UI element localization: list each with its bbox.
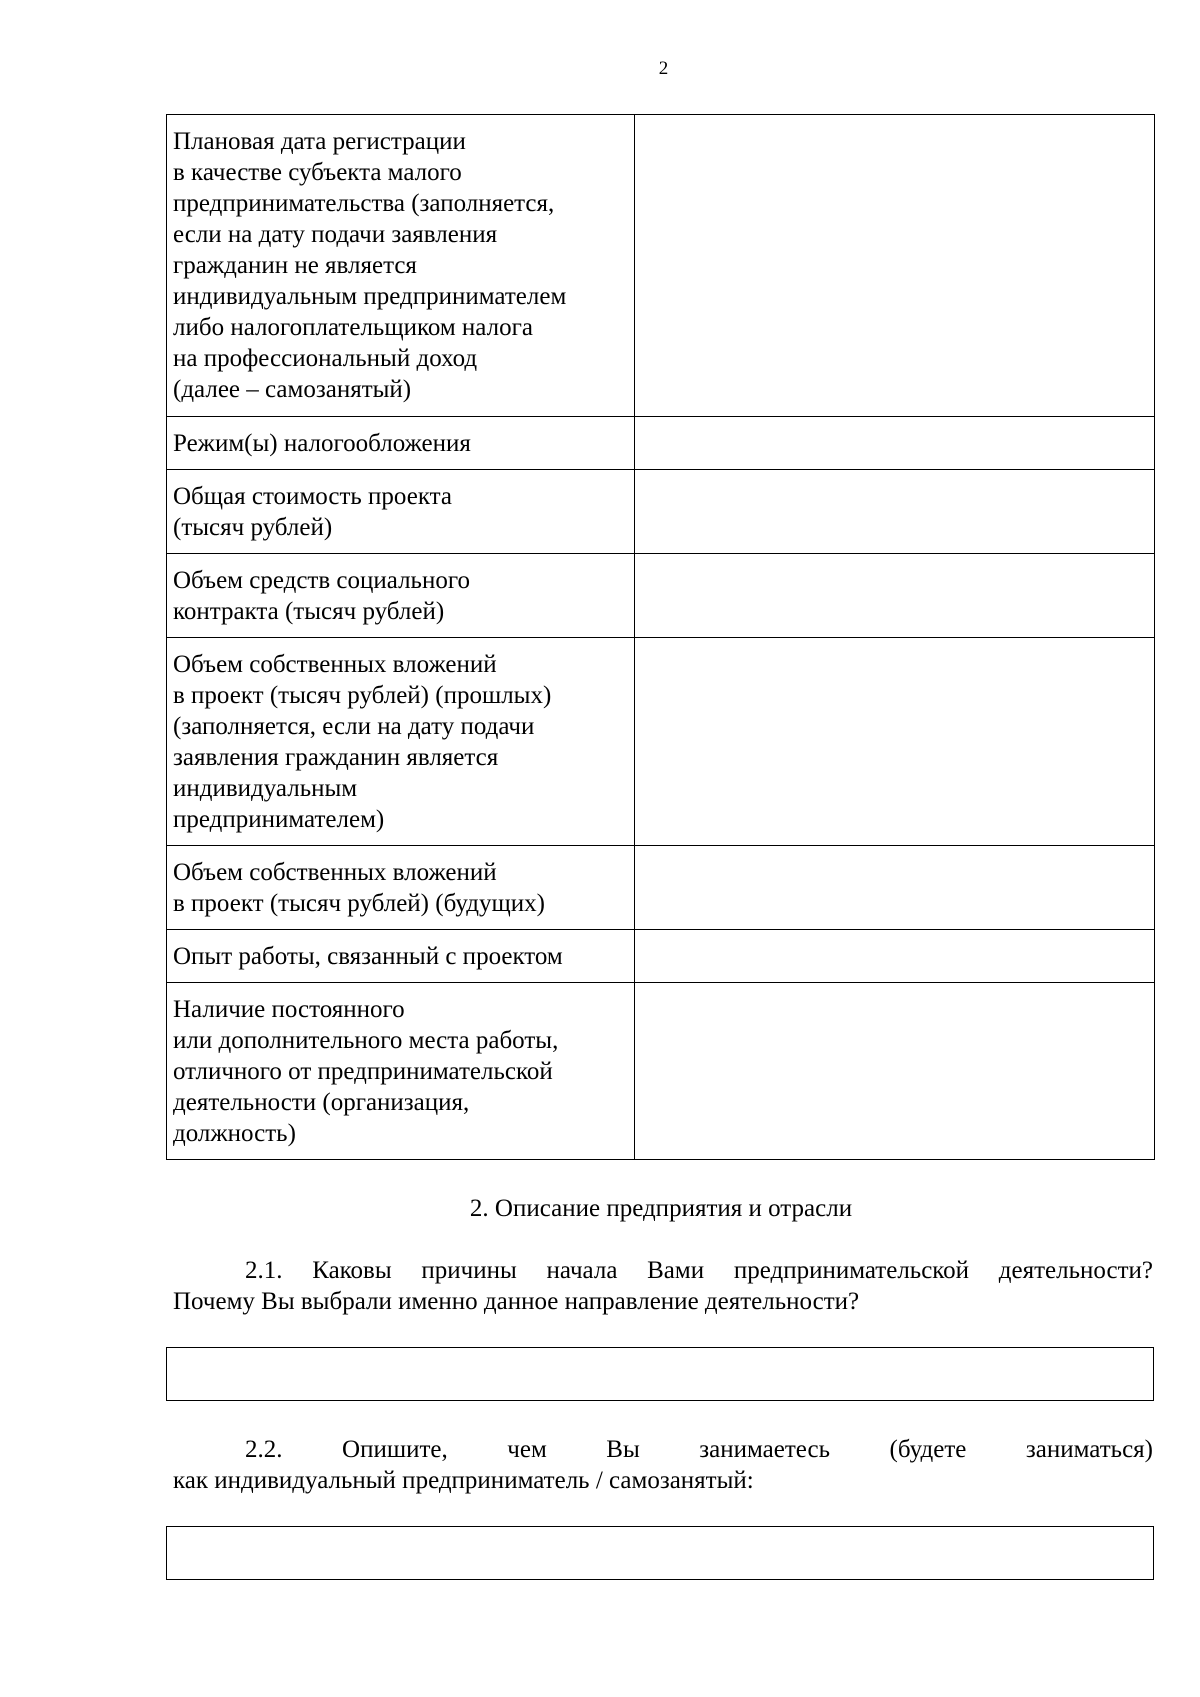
section-title: 2. Описание предприятия и отрасли <box>469 1195 853 1222</box>
own-investment-past-field[interactable] <box>635 638 1155 846</box>
row-label-social-contract: Объем средств социального контракта (тысяч рублей) <box>167 554 635 638</box>
own-investment-future-field[interactable] <box>635 846 1155 930</box>
row-label-total-cost: Общая стоимость проекта (тысяч рублей) <box>167 470 635 554</box>
answer-box-2-1[interactable] <box>166 1347 1154 1401</box>
table-row-registration-date <box>167 115 1155 417</box>
table-row-own-investment-past <box>167 638 1155 846</box>
registration-date-field[interactable] <box>635 115 1155 417</box>
table-row-other-employment <box>167 983 1155 1160</box>
row-label-own-investment-future: Объем собственных вложений в проект (тысяч рублей) (будущих) <box>167 846 635 930</box>
social-contract-field[interactable] <box>635 554 1155 638</box>
table-row-total-cost <box>167 470 1155 554</box>
project-info-table <box>166 114 1155 1160</box>
table-row-own-investment-future <box>167 846 1155 930</box>
table-row-work-experience <box>167 930 1155 983</box>
page-number: 2 <box>658 58 669 79</box>
tax-regime-field[interactable] <box>635 417 1155 470</box>
table-row-social-contract <box>167 554 1155 638</box>
question-2-1-first-line: 2.1. Каковы причины начала Вами предпринимательской деятельности? <box>245 1257 1153 1284</box>
row-label-registration-date: Плановая дата регистрации в качестве субъекта малого предпринимательства (заполняется, если на дату подачи заявления гражданин не является индивидуальным предпринимателем либо налогоплательщиком налога на профессиональный доход (далее – самозанятый) <box>167 115 635 417</box>
row-label-work-experience: Опыт работы, связанный с проектом <box>167 930 635 983</box>
row-label-own-investment-past: Объем собственных вложений в проект (тысяч рублей) (прошлых) (заполняется, если на дату подачи заявления гражданин является индивидуальным предпринимателем) <box>167 638 635 846</box>
question-2-2-rest: как индивидуальный предприниматель / самозанятый: <box>173 1467 754 1494</box>
question-2-1 <box>173 1255 1153 1317</box>
row-label-other-employment: Наличие постоянного или дополнительного места работы, отличного от предпринимательской деятельности (организация, должность) <box>167 983 635 1160</box>
table-row-tax-regime <box>167 417 1155 470</box>
question-2-1-rest: Почему Вы выбрали именно данное направление деятельности? <box>173 1288 860 1315</box>
total-cost-field[interactable] <box>635 470 1155 554</box>
other-employment-field[interactable] <box>635 983 1155 1160</box>
work-experience-field[interactable] <box>635 930 1155 983</box>
row-label-tax-regime: Режим(ы) налогообложения <box>167 417 635 470</box>
question-2-2 <box>173 1434 1153 1496</box>
question-2-2-first-line: 2.2. Опишите, чем Вы занимаетесь (будете заниматься) <box>245 1436 1153 1463</box>
answer-box-2-2[interactable] <box>166 1526 1154 1580</box>
